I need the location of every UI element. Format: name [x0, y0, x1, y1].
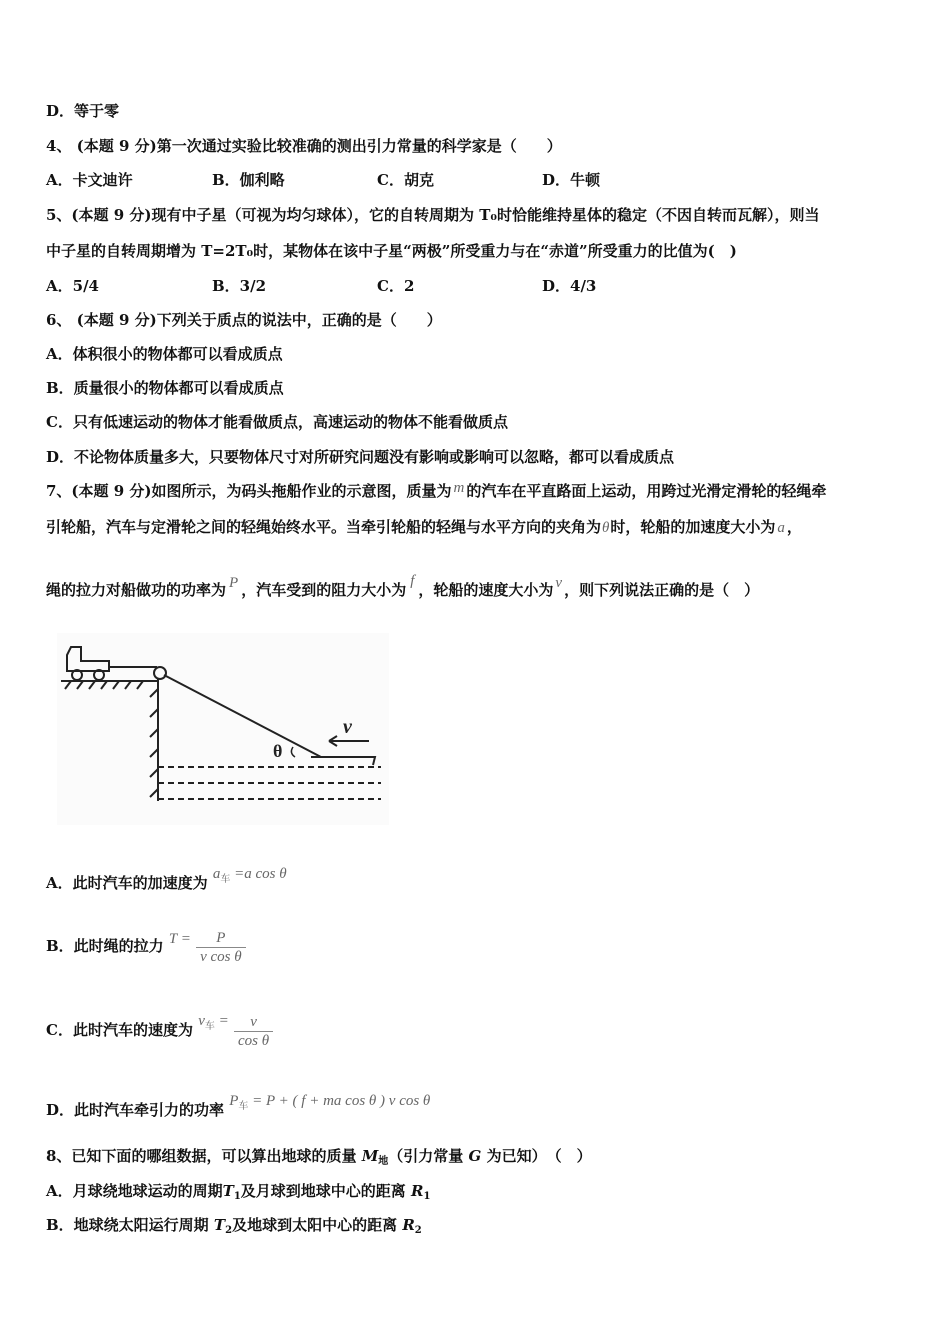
q8-opt-a-text2: 及月球到地球中心的距离	[240, 1182, 406, 1200]
q8-opt-a-Tsub: 1	[233, 1191, 241, 1202]
math-f: f	[410, 573, 415, 589]
math-P: P	[229, 575, 239, 591]
math-m: m	[453, 480, 465, 496]
math-a: a	[777, 520, 785, 536]
option-b-lhs: T =	[168, 931, 191, 947]
option-b-num: P	[196, 929, 246, 948]
option-d-rhs: = P + ( f + ma cos θ ) v cos θ	[252, 1093, 431, 1109]
q4-stem: 4、 (本题 9 分)第一次通过实验比较准确的测出引力常量的科学家是（ ）	[46, 137, 562, 155]
q5-option-c: C．2	[377, 277, 415, 295]
q7-text: ，轮船的速度大小为	[418, 581, 554, 599]
q7-text: 7、(本题 9 分)如图所示，为码头拖船作业的示意图，质量为	[46, 482, 452, 500]
q7-stem-line1	[46, 481, 826, 502]
option-a-text: A．此时汽车的加速度为	[46, 874, 208, 892]
q5-option-b: B．3/2	[212, 277, 267, 295]
q4-option-d: D．牛顿	[542, 171, 601, 189]
q7-text: 绳的拉力对船做功的功率为	[46, 581, 227, 599]
q8-M: M	[361, 1147, 379, 1165]
q7-text: 时，轮船的加速度大小为	[610, 518, 776, 536]
q8-M-sub: 地	[378, 1156, 389, 1167]
q4-option-c: C．胡克	[377, 171, 434, 189]
q8-opt-b-T: T	[213, 1216, 226, 1234]
math-v: v	[555, 575, 563, 591]
q7-option-d	[46, 1093, 431, 1127]
q8-text: 为已知） （ ）	[486, 1147, 592, 1165]
option-a-rhs: =a cos θ	[234, 866, 287, 882]
option-c-sub: 车	[204, 1021, 215, 1032]
q7-text: 引轮船，汽车与定滑轮之间的轻绳始终水平。当牵引轮船的轻绳与水平方向的夹角为	[46, 518, 602, 536]
option-d-text: D．此时汽车牵引力的功率	[46, 1101, 225, 1119]
q6-option-b: B．质量很小的物体都可以看成质点	[46, 379, 284, 397]
q7-stem-line3	[46, 573, 760, 601]
tugboat-diagram	[57, 633, 389, 825]
q8-opt-a-R: R	[411, 1182, 424, 1200]
q8-text: 8、已知下面的哪组数据，可以算出地球的质量	[46, 1147, 357, 1165]
q7-option-a	[46, 866, 287, 900]
q4-option-a: A．卡文迪许	[46, 171, 133, 189]
q8-text: （引力常量	[388, 1147, 464, 1165]
q6-option-c: C．只有低速运动的物体才能看做质点，高速运动的物体不能看做质点	[46, 413, 508, 431]
q7-text: ，汽车受到的阻力大小为	[241, 581, 407, 599]
option-d-formula	[229, 1093, 431, 1112]
option-a-lhs: a	[212, 866, 221, 882]
q5-option-d: D．4/3	[542, 277, 597, 295]
q7-text: ，则下列说法正确的是（ ）	[564, 581, 760, 599]
q6-option-a: A．体积很小的物体都可以看成质点	[46, 345, 283, 363]
option-c-lhs-wrap	[198, 1013, 229, 1032]
q7-stem-line2	[46, 517, 802, 538]
option-c-eq: =	[218, 1013, 229, 1029]
q7-option-b	[46, 926, 246, 967]
q5-stem-line1: 5、(本题 9 分)现有中子星（可视为均匀球体），它的自转周期为 T₀时恰能维持星体的稳定（不因自转而瓦解），则当	[46, 206, 820, 224]
option-c-text: C．此时汽车的速度为	[46, 1021, 193, 1039]
q8-opt-a-text: A．月球绕地球运动的周期	[46, 1182, 223, 1200]
q8-stem	[46, 1146, 592, 1172]
option-b-fraction	[196, 929, 246, 966]
q8-opt-a-T: T	[222, 1182, 234, 1200]
q8-option-b	[46, 1215, 422, 1241]
q8-opt-b-R: R	[402, 1216, 415, 1234]
q3-option-d: D．等于零	[46, 102, 120, 120]
q8-opt-b-text: B．地球绕太阳运行周期	[46, 1216, 209, 1234]
q8-opt-b-Tsub: 2	[225, 1225, 233, 1236]
q6-stem: 6、 (本题 9 分)下列关于质点的说法中，正确的是（ ）	[46, 311, 442, 329]
q8-G: G	[468, 1147, 482, 1165]
option-a-formula	[212, 866, 287, 885]
option-d-lhs: P	[229, 1093, 239, 1109]
option-b-text: B．此时绳的拉力	[46, 937, 164, 955]
option-b-den: v cos θ	[200, 948, 242, 965]
q7-text: ，	[786, 518, 802, 536]
q7-option-c	[46, 1010, 273, 1057]
q8-opt-b-text2: 及地球到太阳中心的距离	[232, 1216, 398, 1234]
q7-tugboat-figure	[57, 633, 389, 829]
q7-text: 的汽车在平直路面上运动，用跨过光滑定滑轮的轻绳牵	[466, 482, 827, 500]
q6-option-d: D．不论物体质量多大，只要物体尺寸对所研究问题没有影响或影响可以忽略，都可以看成质点	[46, 448, 675, 466]
option-c-lhs: v	[198, 1013, 205, 1029]
math-theta: θ	[602, 520, 610, 536]
q8-option-a	[46, 1181, 430, 1207]
option-c-fraction	[234, 1013, 273, 1050]
option-c-num: v	[234, 1013, 273, 1032]
option-a-sub: 车	[220, 874, 231, 885]
q4-option-b: B．伽利略	[212, 171, 285, 189]
q8-opt-b-Rsub: 2	[414, 1225, 422, 1236]
q8-opt-a-Rsub: 1	[423, 1191, 431, 1202]
q5-stem-line2: 中子星的自转周期增为 T=2T₀时，某物体在该中子星“两极”所受重力与在“赤道”所受重力的比值为( )	[46, 242, 737, 260]
option-c-den: cos θ	[237, 1032, 270, 1049]
theta-label: θ	[273, 741, 283, 761]
q5-option-a: A．5/4	[46, 277, 99, 295]
option-d-sub: 车	[238, 1101, 249, 1112]
velocity-label: v	[343, 716, 352, 738]
